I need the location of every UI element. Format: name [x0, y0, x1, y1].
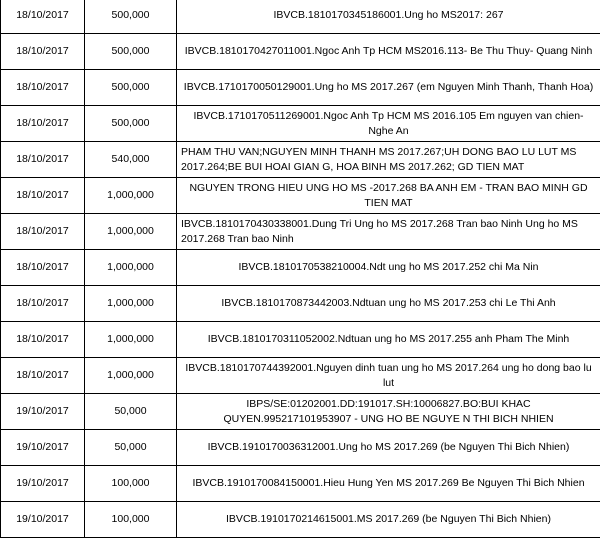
amount-cell: 100,000	[85, 466, 177, 502]
table-row	[1, 178, 600, 214]
amount-cell: 100,000	[85, 502, 177, 538]
table-body	[1, 0, 600, 538]
amount-cell: 50,000	[85, 430, 177, 466]
table-row	[1, 142, 600, 178]
date-cell: 18/10/2017	[1, 178, 85, 214]
date-cell: 18/10/2017	[1, 214, 85, 250]
amount-cell: 1,000,000	[85, 286, 177, 322]
date-cell: 18/10/2017	[1, 70, 85, 106]
description-cell: NGUYEN TRONG HIEU UNG HO MS -2017.268 BA ANH EM - TRAN BAO MINH GD TIEN MAT	[177, 178, 600, 214]
table-row	[1, 34, 600, 70]
amount-cell: 500,000	[85, 70, 177, 106]
amount-cell: 1,000,000	[85, 322, 177, 358]
description-cell: IBVCB.1710170511269001.Ngoc Anh Tp HCM MS 2016.105 Em nguyen van chien- Nghe An	[177, 106, 600, 142]
amount-cell: 500,000	[85, 34, 177, 70]
date-cell: 19/10/2017	[1, 466, 85, 502]
date-cell: 18/10/2017	[1, 106, 85, 142]
table-row	[1, 358, 600, 394]
table-row	[1, 106, 600, 142]
description-cell: IBVCB.1910170084150001.Hieu Hung Yen MS 2017.269 Be Nguyen Thi Bich Nhien	[177, 466, 600, 502]
date-cell: 18/10/2017	[1, 0, 85, 34]
table-row	[1, 70, 600, 106]
description-cell: IBVCB.1810170744392001.Nguyen dinh tuan ung ho MS 2017.264 ung ho dong bao lu lut	[177, 358, 600, 394]
description-cell: IBVCB.1910170214615001.MS 2017.269 (be Nguyen Thi Bich Nhien)	[177, 502, 600, 538]
description-cell: IBVCB.1910170036312001.Ung ho MS 2017.269 (be Nguyen Thi Bich Nhien)	[177, 430, 600, 466]
table-row	[1, 394, 600, 430]
table-row	[1, 502, 600, 538]
amount-cell: 1,000,000	[85, 358, 177, 394]
description-cell: IBVCB.1810170427011001.Ngoc Anh Tp HCM MS2016.113- Be Thu Thuy- Quang Ninh	[177, 34, 600, 70]
table-row	[1, 214, 600, 250]
date-cell: 18/10/2017	[1, 34, 85, 70]
date-cell: 19/10/2017	[1, 502, 85, 538]
description-cell: IBVCB.1810170538210004.Ndt ung ho MS 2017.252 chi Ma Nin	[177, 250, 600, 286]
amount-cell: 1,000,000	[85, 178, 177, 214]
date-cell: 19/10/2017	[1, 394, 85, 430]
table-row	[1, 322, 600, 358]
description-cell: PHAM THU VAN;NGUYEN MINH THANH MS 2017.267;UH DONG BAO LU LUT MS 2017.264;BE BUI HOAI GIAN G, HOA BINH MS 2017.262; GD TIEN MAT	[177, 142, 600, 178]
amount-cell: 540,000	[85, 142, 177, 178]
table-row	[1, 286, 600, 322]
description-cell: IBVCB.1710170050129001.Ung ho MS 2017.267 (em Nguyen Minh Thanh, Thanh Hoa)	[177, 70, 600, 106]
description-cell: IBPS/SE:01202001.DD:191017.SH:10006827.BO:BUI KHAC QUYEN.995217101953907 - UNG HO BE NGUYE N THI BICH NHIEN	[177, 394, 600, 430]
description-cell: IBVCB.1810170345186001.Ung ho MS2017: 267	[177, 0, 600, 34]
date-cell: 18/10/2017	[1, 358, 85, 394]
table-row	[1, 250, 600, 286]
table-row	[1, 466, 600, 502]
table-row	[1, 0, 600, 34]
amount-cell: 500,000	[85, 106, 177, 142]
amount-cell: 500,000	[85, 0, 177, 34]
date-cell: 18/10/2017	[1, 250, 85, 286]
date-cell: 18/10/2017	[1, 286, 85, 322]
description-cell: IBVCB.1810170311052002.Ndtuan ung ho MS 2017.255 anh Pham The Minh	[177, 322, 600, 358]
date-cell: 18/10/2017	[1, 142, 85, 178]
amount-cell: 1,000,000	[85, 250, 177, 286]
table-row	[1, 430, 600, 466]
description-cell: IBVCB.1810170873442003.Ndtuan ung ho MS 2017.253 chi Le Thi Anh	[177, 286, 600, 322]
date-cell: 19/10/2017	[1, 430, 85, 466]
amount-cell: 1,000,000	[85, 214, 177, 250]
description-cell: IBVCB.1810170430338001.Dung Tri Ung ho MS 2017.268 Tran bao Ninh Ung ho MS 2017.268 Tran bao Ninh	[177, 214, 600, 250]
date-cell: 18/10/2017	[1, 322, 85, 358]
amount-cell: 50,000	[85, 394, 177, 430]
